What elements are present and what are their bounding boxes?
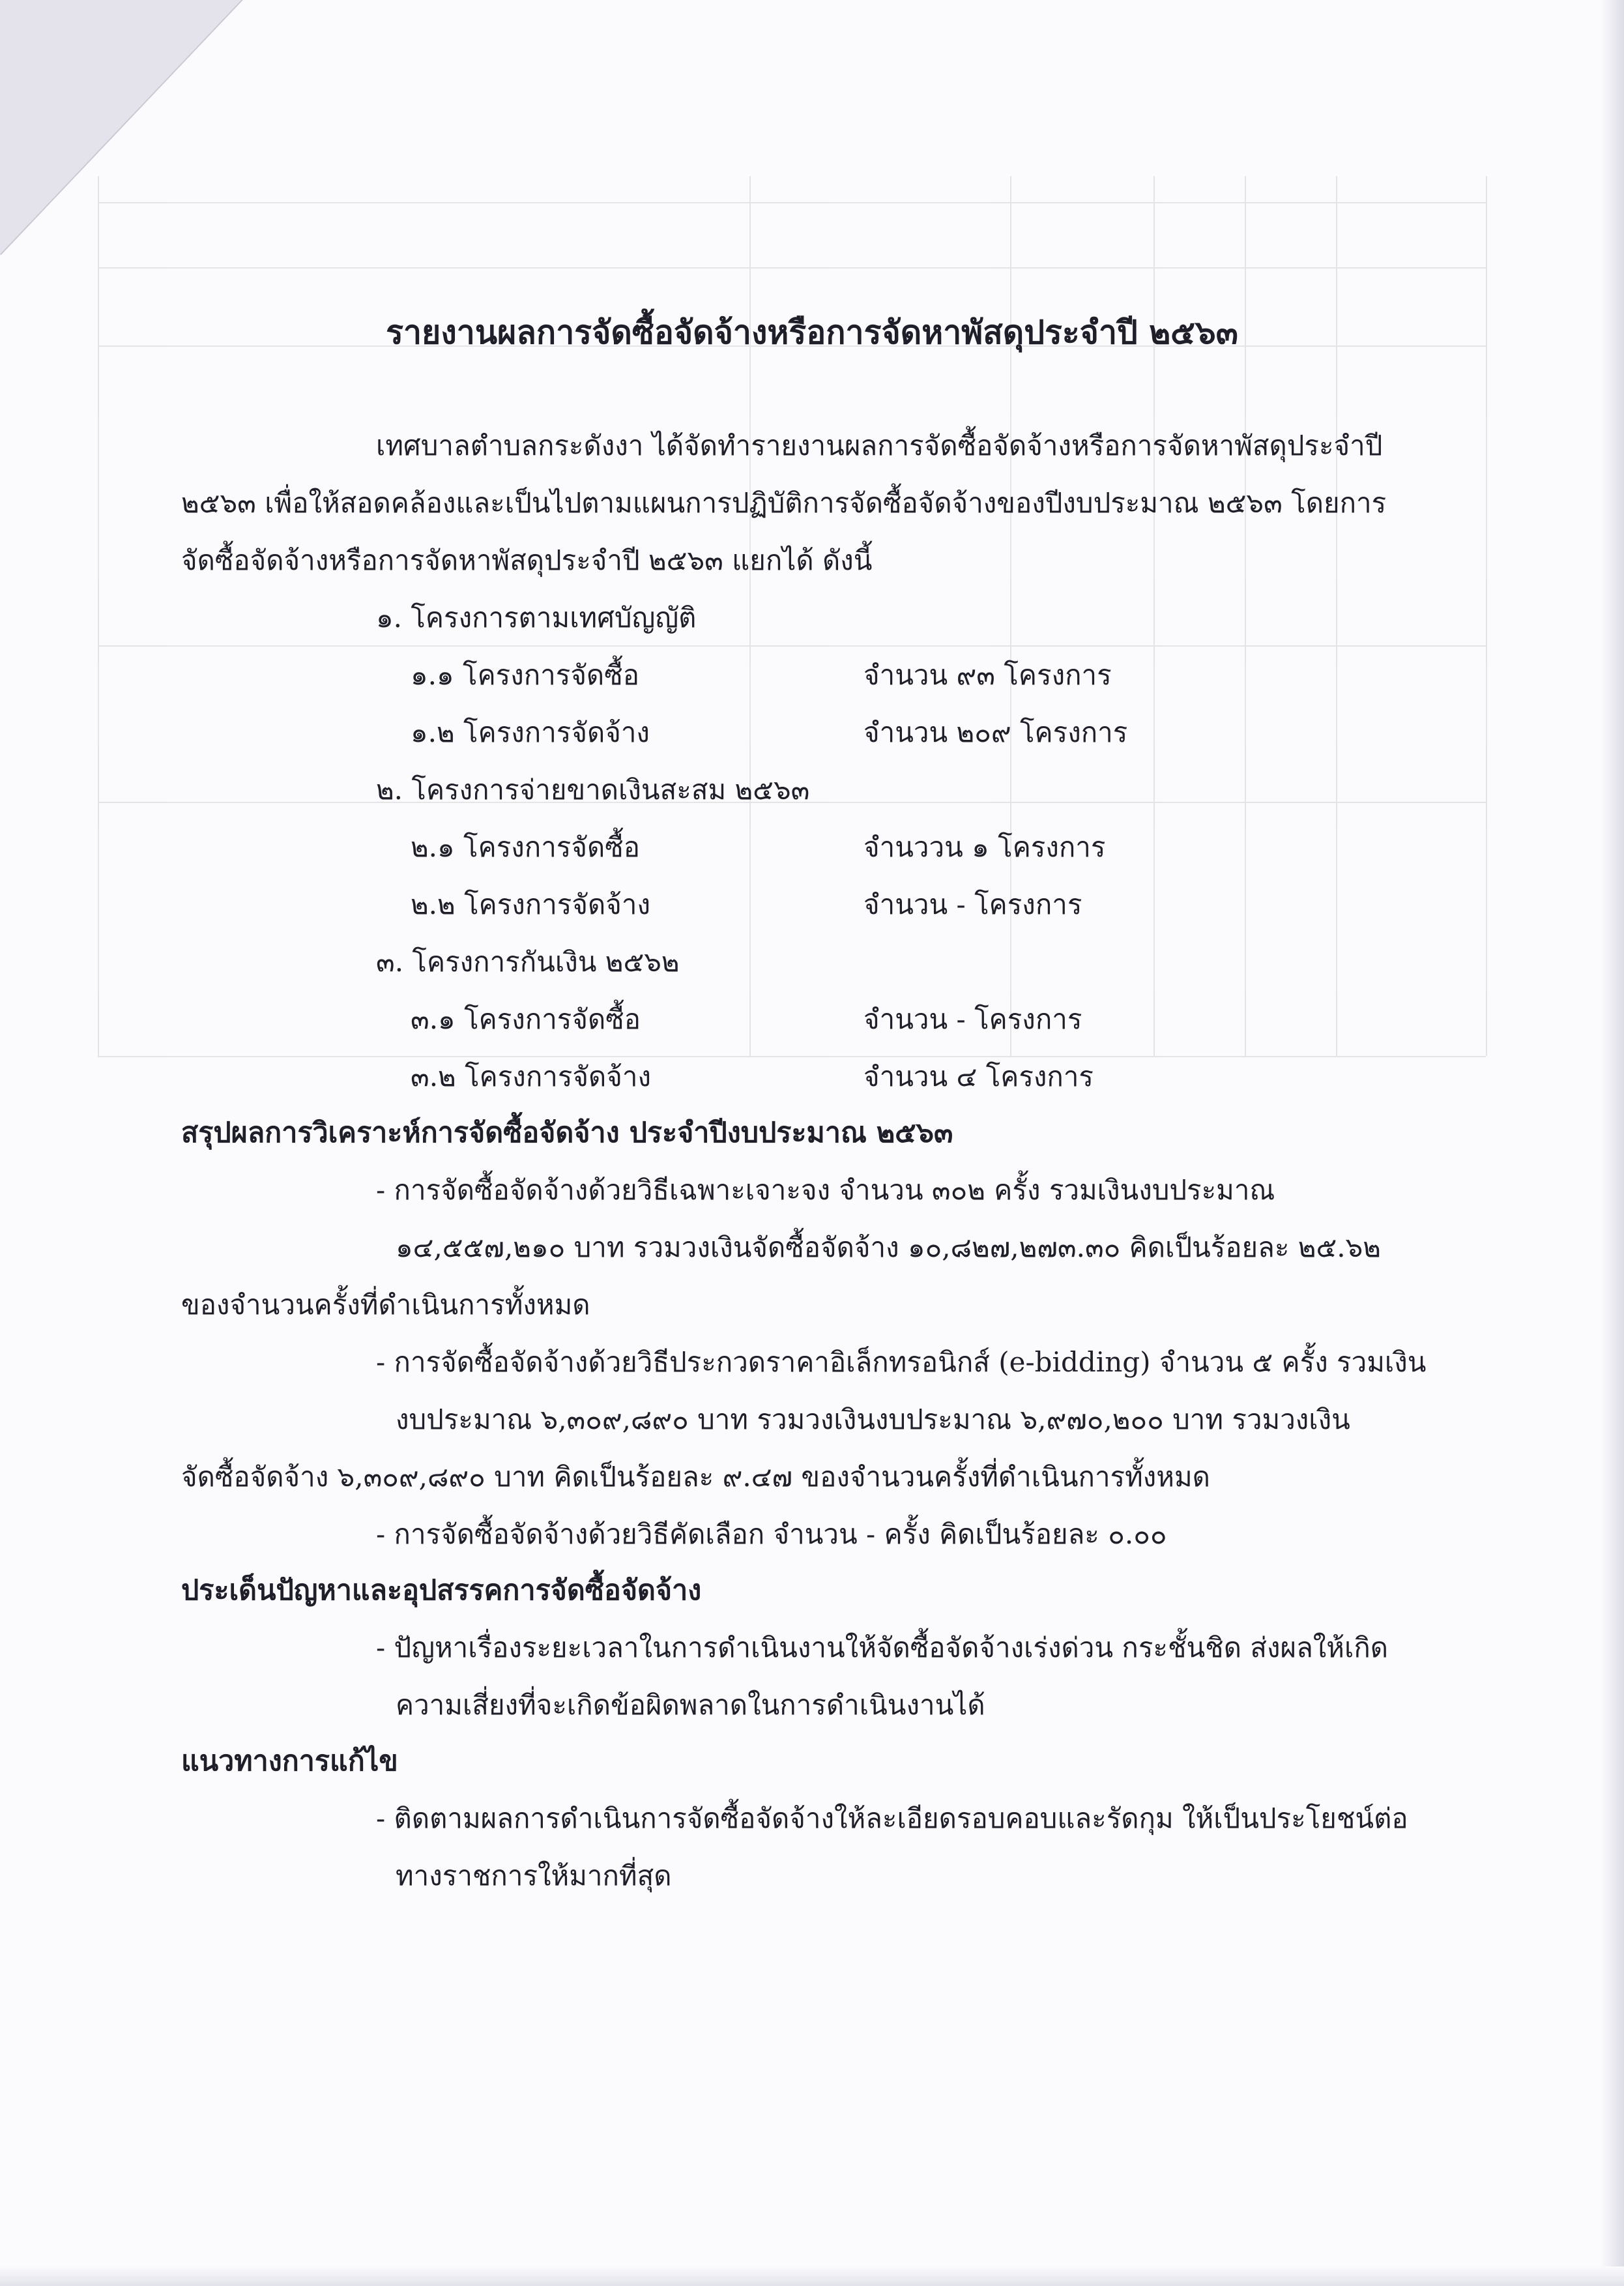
intro-line-2: ๒๕๖๓ เพื่อให้สอดคล้องและเป็นไปตามแผนการปฏิบัติการจัดซื้อจัดจ้างของปีงบประมาณ ๒๕๖๓ โดยการ (181, 487, 1387, 519)
group-3-item-2-label: ๓.๒ โครงการจัดจ้าง (411, 1061, 651, 1092)
problems-heading: ประเด็นปัญหาและอุปสรรคการจัดซื้อจัดจ้าง (181, 1574, 702, 1607)
summary-line-2: ๑๔,๕๕๗,๒๑๐ บาท รวมวงเงินจัดซื้อจัดจ้าง ๑๐,๘๒๗,๒๗๓.๓๐ คิดเป็นร้อยละ ๒๕.๖๒ (396, 1231, 1381, 1263)
summary-line-3: ของจำนวนครั้งที่ดำเนินการทั้งหมด (181, 1289, 590, 1321)
summary-heading: สรุปผลการวิเคราะห์การจัดซื้อจัดจ้าง ประจำปีงบประมาณ ๒๕๖๓ (181, 1117, 953, 1149)
group-3-title: ๓. โครงการกันเงิน ๒๕๖๒ (376, 946, 680, 978)
intro-line-1: เทศบาลตำบลกระดังงา ได้จัดทำรายงานผลการจัดซื้อจัดจ้างหรือการจัดหาพัสดุประจำปี (376, 430, 1383, 462)
group-1-title: ๑. โครงการตามเทศบัญญัติ (376, 602, 697, 634)
solutions-line-1: - ติดตามผลการดำเนินการจัดซื้อจัดจ้างให้ละเอียดรอบคอบและรัดกุม ให้เป็นประโยชน์ต่อ (376, 1802, 1408, 1834)
document-title: รายงานผลการจัดซื้อจัดจ้างหรือการจัดหาพัสดุประจำปี ๒๕๖๓ (386, 313, 1238, 351)
problems-line-2: ความเสี่ยงที่จะเกิดข้อผิดพลาดในการดำเนินงานได้ (396, 1689, 985, 1721)
solutions-line-2: ทางราชการให้มากที่สุด (396, 1860, 672, 1892)
problems-line-1: - ปัญหาเรื่องระยะเวลาในการดำเนินงานให้จัดซื้อจัดจ้างเร่งด่วน กระชั้นชิด ส่งผลให้เกิด (376, 1632, 1389, 1663)
group-1-item-1-count: จำนวน ๙๓ โครงการ (863, 659, 1112, 691)
summary-line-7: - การจัดซื้อจัดจ้างด้วยวิธีคัดเลือก จำนวน - ครั้ง คิดเป็นร้อยละ ๐.๐๐ (376, 1518, 1167, 1550)
group-3-item-2-count: จำนวน ๔ โครงการ (863, 1061, 1094, 1092)
page-bottom-edge (0, 2266, 1624, 2286)
solutions-heading: แนวทางการแก้ไข (181, 1745, 398, 1778)
summary-line-1: - การจัดซื้อจัดจ้างด้วยวิธีเฉพาะเจาะจง จำนวน ๓๐๒ ครั้ง รวมเงินงบประมาณ (376, 1174, 1275, 1206)
group-1-item-2-label: ๑.๒ โครงการจัดจ้าง (411, 716, 650, 748)
group-2-item-2-label: ๒.๒ โครงการจัดจ้าง (411, 888, 650, 920)
group-2-item-1-label: ๒.๑ โครงการจัดซื้อ (411, 831, 640, 863)
group-2-title: ๒. โครงการจ่ายขาดเงินสะสม ๒๕๖๓ (376, 774, 810, 806)
group-2-item-1-count: จำนววน ๑ โครงการ (863, 831, 1106, 863)
summary-line-4: - การจัดซื้อจัดจ้างด้วยวิธีประกวดราคาอิเล็กทรอนิกส์ (e-bidding) จำนวน ๕ ครั้ง รวมเงิน (376, 1346, 1427, 1378)
group-1-item-2-count: จำนวน ๒๐๙ โครงการ (863, 716, 1128, 748)
summary-line-6: จัดซื้อจัดจ้าง ๖,๓๐๙,๘๙๐ บาท คิดเป็นร้อยละ ๙.๔๗ ของจำนวนครั้งที่ดำเนินการทั้งหมด (181, 1461, 1210, 1493)
summary-line-5: งบประมาณ ๖,๓๐๙,๘๙๐ บาท รวมวงเงินงบประมาณ ๖,๙๗๐,๒๐๐ บาท รวมวงเงิน (396, 1403, 1350, 1435)
intro-line-3: จัดซื้อจัดจ้างหรือการจัดหาพัสดุประจำปี ๒๕๖๓ แยกได้ ดังนี้ (181, 544, 873, 576)
group-3-item-1-label: ๓.๑ โครงการจัดซื้อ (411, 1003, 641, 1035)
group-3-item-1-count: จำนวน - โครงการ (863, 1003, 1082, 1035)
group-1-item-1-label: ๑.๑ โครงการจัดซื้อ (411, 659, 639, 691)
group-2-item-2-count: จำนวน - โครงการ (863, 888, 1082, 920)
